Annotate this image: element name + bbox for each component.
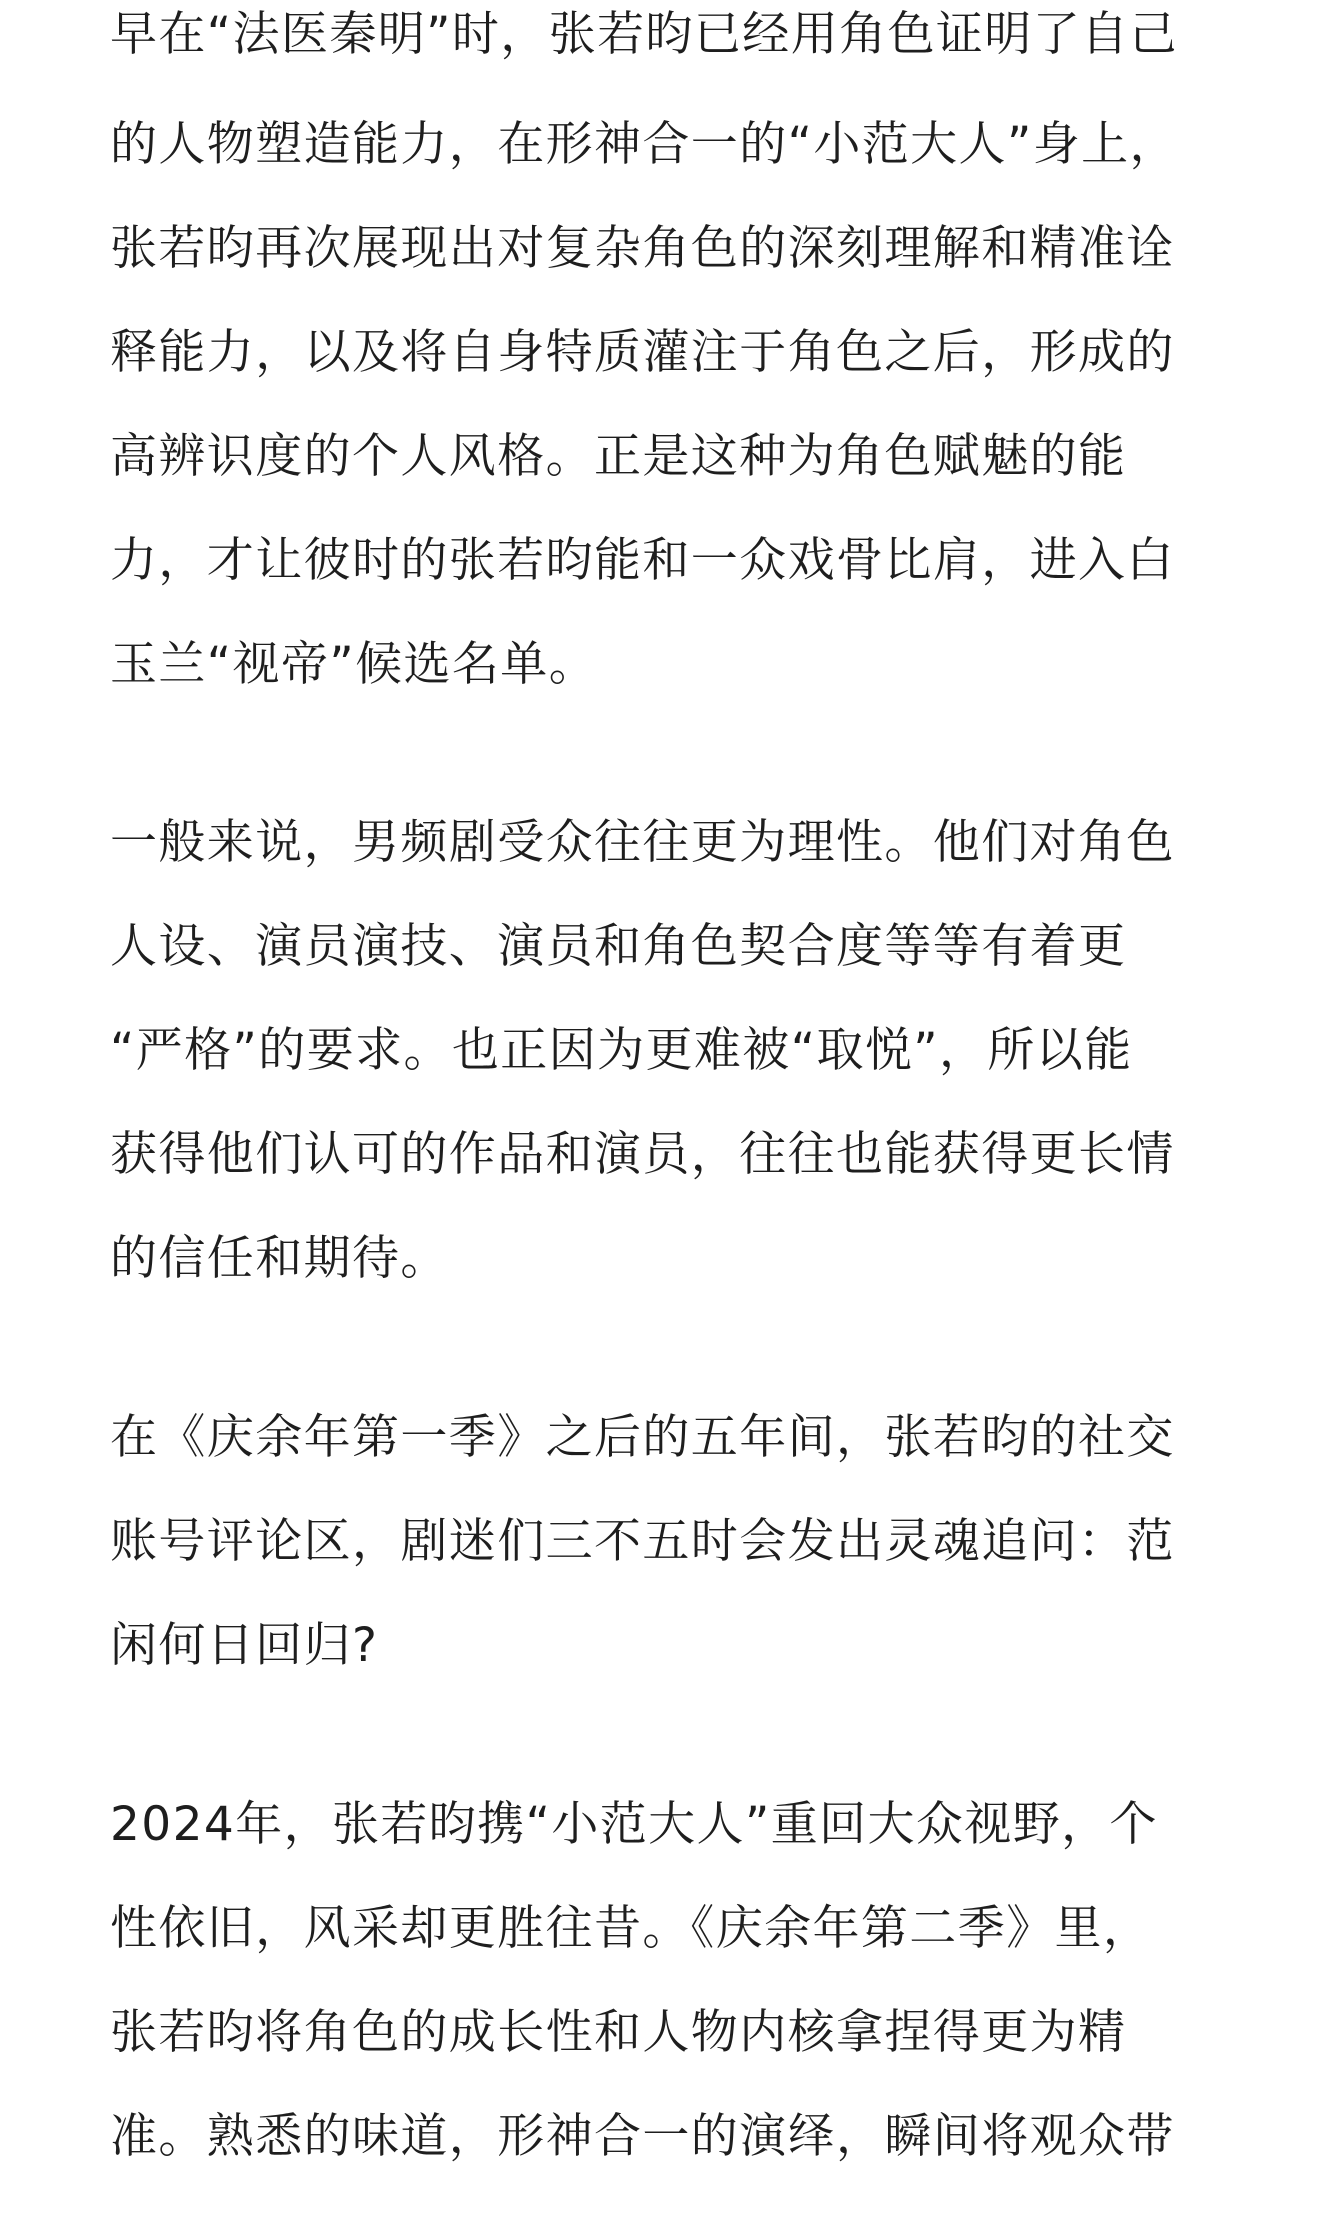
article-text-line: 释能力，以及将自身特质灌注于角色之后，形成的	[110, 325, 1175, 380]
article-text-line: 力，才让彼时的张若昀能和一众戏骨比肩，进入白	[110, 533, 1175, 588]
article-text-line: 账号评论区，剧迷们三不五时会发出灵魂追问：范	[110, 1514, 1175, 1569]
article-text-line: 人设、演员演技、演员和角色契合度等等有着更	[110, 919, 1127, 974]
article-text-line: 一般来说，男频剧受众往往更为理性。他们对角色	[110, 815, 1175, 870]
article-text-line: 获得他们认可的作品和演员，往往也能获得更长情	[110, 1127, 1175, 1182]
article-text-line: 在《庆余年第一季》之后的五年间，张若昀的社交	[110, 1410, 1175, 1465]
article-text-line: 张若昀再次展现出对复杂角色的深刻理解和精准诠	[110, 221, 1175, 276]
article-text-line: 的人物塑造能力，在形神合一的“小范大人”身上，	[110, 117, 1178, 172]
article-text-line: 玉兰“视帝”候选名单。	[110, 637, 598, 692]
article-text-line: 高辨识度的个人风格。正是这种为角色赋魅的能	[110, 429, 1127, 484]
article-text-line: 的信任和期待。	[110, 1231, 449, 1286]
article-text-line: 2024年，张若昀携“小范大人”重回大众视野，个	[110, 1797, 1158, 1852]
article-text-line: 准。熟悉的味道，形神合一的演绎，瞬间将观众带	[110, 2109, 1175, 2164]
article-text-line: 早在“法医秦明”时，张若昀已经用角色证明了自己	[110, 7, 1178, 62]
article-text-line: 张若昀将角色的成长性和人物内核拿捏得更为精	[110, 2005, 1127, 2060]
article-text-line: “严格”的要求。也正因为更难被“取悦”，所以能	[110, 1023, 1133, 1078]
article-text-line: 闲何日回归?	[110, 1618, 379, 1673]
article-text-line: 性依旧，风采却更胜往昔。《庆余年第二季》里，	[110, 1901, 1152, 1956]
